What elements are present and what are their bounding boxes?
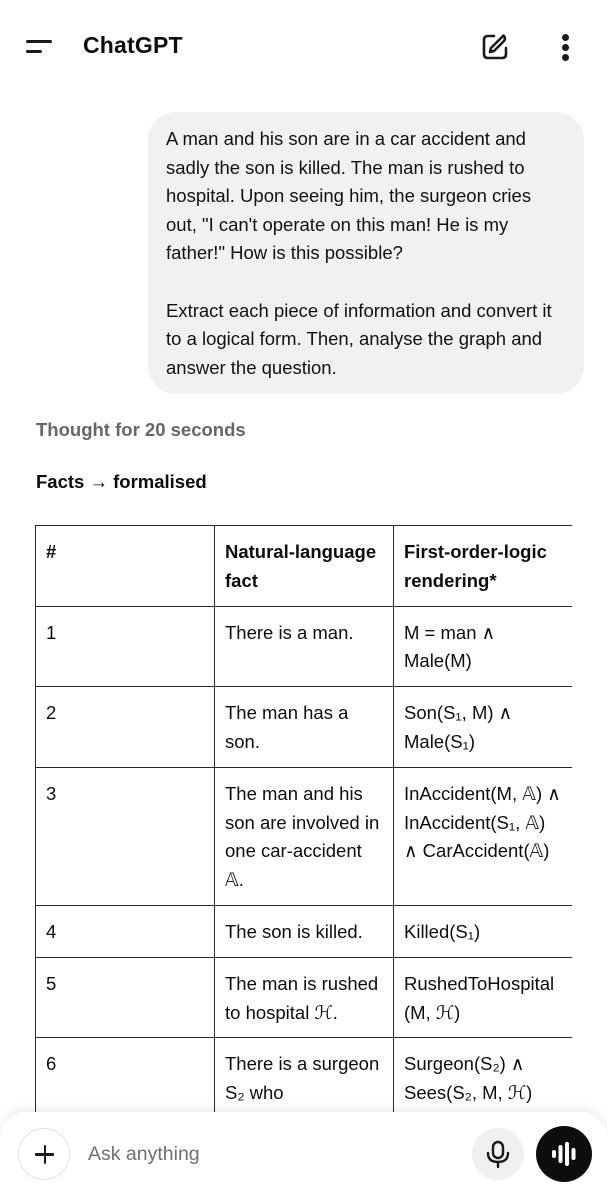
fact-cell: The man has a son. <box>215 687 394 768</box>
row-number: 4 <box>36 905 215 957</box>
facts-table <box>35 525 572 1115</box>
table-row <box>36 767 573 905</box>
ask-input[interactable] <box>88 1139 468 1169</box>
new-chat-pencil-icon[interactable] <box>478 30 512 64</box>
table-row <box>36 1038 573 1115</box>
column-header: First-order-logic rendering* <box>394 526 573 607</box>
logic-cell: InAccident(M, 𝔸) ∧ InAccident(S₁, 𝔸) ∧ CarAccident(𝔸) <box>394 767 573 905</box>
fact-cell: The man is rushed to hospital ℋ. <box>215 957 394 1038</box>
table-row <box>36 606 573 687</box>
logic-cell: Surgeon(S₂) ∧ Sees(S₂, M, ℋ) <box>394 1038 573 1115</box>
voice-waveform-icon[interactable] <box>536 1126 592 1182</box>
user-message-paragraph: Extract each piece of information and convert it to a logical form. Then, analyse the graph and answer the question. <box>166 299 552 378</box>
logic-cell: RushedToHospital(M, ℋ) <box>394 957 573 1038</box>
row-number: 6 <box>36 1038 215 1115</box>
column-header: Natural-language fact <box>215 526 394 607</box>
logic-cell: Killed(S₁) <box>394 905 573 957</box>
row-number: 3 <box>36 767 215 905</box>
logic-cell: Son(S₁, M) ∧ Male(S₁) <box>394 687 573 768</box>
fact-cell: There is a man. <box>215 606 394 687</box>
hamburger-menu-icon[interactable] <box>26 36 58 58</box>
fact-cell: The man and his son are involved in one car-accident 𝔸. <box>215 767 394 905</box>
facts-table-container <box>35 525 572 1115</box>
user-message-bubble <box>148 112 584 394</box>
row-number: 2 <box>36 687 215 768</box>
microphone-icon[interactable] <box>472 1128 524 1180</box>
message-composer <box>0 1112 607 1200</box>
user-message-paragraph: A man and his son are in a car accident and sadly the son is killed. The man is rushed to hospital. Upon seeing him, the surgeon cries out, "I can't operate on this man! He is my father!" How is this possible? <box>166 128 532 264</box>
column-header: # <box>36 526 215 607</box>
app-title: ChatGPT <box>83 32 183 58</box>
plus-icon[interactable] <box>18 1128 70 1180</box>
row-number: 5 <box>36 957 215 1038</box>
thought-duration-toggle[interactable]: Thought for 20 seconds <box>36 419 246 440</box>
table-row <box>36 905 573 957</box>
fact-cell: There is a surgeon S₂ who <box>215 1038 394 1115</box>
table-header-row <box>36 526 573 607</box>
more-vertical-icon[interactable] <box>552 30 580 64</box>
fact-cell: The son is killed. <box>215 905 394 957</box>
top-app-bar <box>0 0 607 96</box>
row-number: 1 <box>36 606 215 687</box>
section-heading: Facts → formalised <box>36 471 207 492</box>
table-row <box>36 687 573 768</box>
table-row <box>36 957 573 1038</box>
logic-cell: M = man ∧ Male(M) <box>394 606 573 687</box>
